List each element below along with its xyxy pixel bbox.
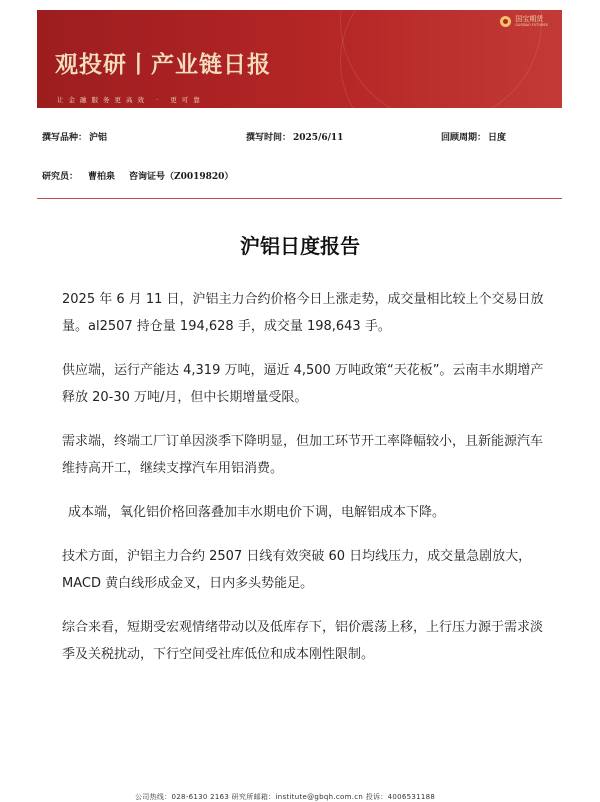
- report-title: 沪铝日度报告: [240, 234, 360, 258]
- footer-contact: 公司热线：028-6130 2163 研究所邮箱：institute@gbqh.com.cn 投诉：4006531188: [135, 793, 436, 801]
- meta-time: [246, 130, 343, 143]
- researcher-label: 研究员：: [42, 172, 79, 182]
- logo-english-name: GUOBAO FUTURES: [515, 23, 548, 27]
- paragraph: 需求端，终端工厂订单因淡季下降明显，但加工环节开工率降幅较小，且新能源汽车维持高开工，继续支撑汽车用铝消费。: [62, 434, 544, 476]
- meta-researcher: [42, 169, 233, 182]
- researcher-name: 曹柏泉: [88, 172, 116, 182]
- paragraph: 供应端，运行产能达 4,319 万吨，逼近 4,500 万吨政策“天花板”。云南丰水期增产释放 20-30 万吨/月，但中长期增量受限。: [62, 363, 544, 405]
- meta-period: [441, 130, 506, 143]
- meta-variety: [42, 130, 107, 143]
- period-value: 日度: [488, 133, 507, 143]
- header-divider: [37, 198, 562, 199]
- company-logo: [500, 16, 548, 28]
- paragraph: 综合来看，短期受宏观情绪带动以及低库存下，铝价震荡上移，上行压力源于需求淡季及关税扰动，下行空间受社库低位和成本刚性限制。: [62, 620, 544, 662]
- paragraph: 技术方面，沪铝主力合约 2507 日线有效突破 60 日均线压力，成交量急剧放大，MACD 黄白线形成金叉，日内多头势能足。: [62, 549, 532, 591]
- variety-value: 沪铝: [89, 133, 108, 143]
- paragraph: 成本端，氧化铝价格回落叠加丰水期电价下调，电解铝成本下降。: [68, 505, 446, 520]
- paragraph: 2025 年 6 月 11 日，沪铝主力合约价格今日上涨走势，成交量相比较上个交易日放量。al2507 持仓量 194,628 手，成交量 198,643 手。: [62, 292, 544, 334]
- time-value: 2025/6/11: [293, 133, 344, 143]
- logo-name: 国宝期货: [515, 15, 544, 23]
- period-label: 回顾周期：: [441, 133, 487, 143]
- report-banner: [37, 10, 562, 108]
- logo-icon: [500, 16, 511, 27]
- banner-slogan: 让金融服务更高效 · 更可靠: [57, 96, 205, 104]
- license-number: 咨询证号（Z0019820）: [129, 172, 234, 182]
- report-body: [62, 286, 544, 685]
- time-label: 撰写时间：: [246, 133, 292, 143]
- variety-label: 撰写品种：: [42, 133, 88, 143]
- banner-title: 观投研丨产业链日报: [55, 52, 271, 78]
